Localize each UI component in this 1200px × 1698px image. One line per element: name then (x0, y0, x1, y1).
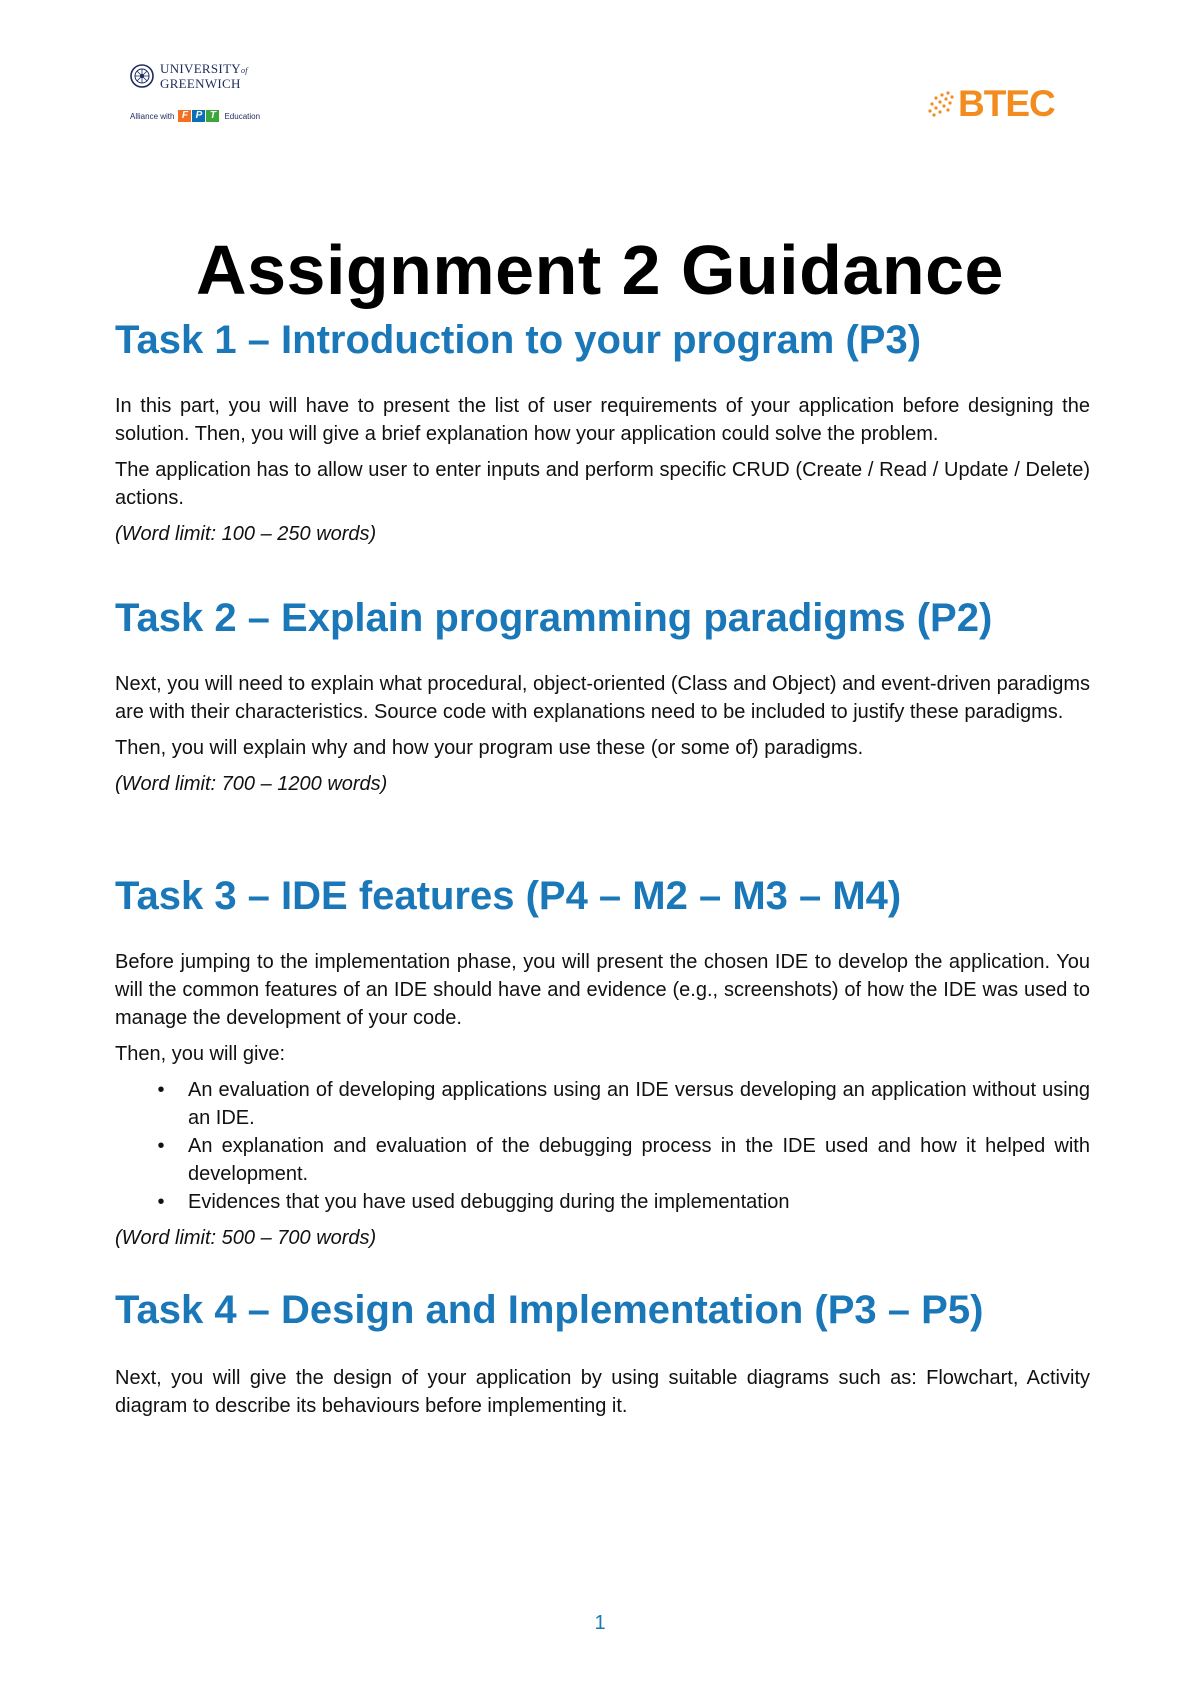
task-3-bullet-list (115, 1076, 1090, 1216)
fpt-logo: F P T (178, 110, 220, 122)
task-2-section (115, 598, 1090, 638)
bullet-icon: • (157, 1191, 165, 1213)
list-item: • An explanation and evaluation of the debugging process in the IDE used and how it helped with development. (115, 1132, 1090, 1188)
task-4-section (115, 1290, 1090, 1330)
task-4-paragraph-1: Next, you will give the design of your application by using suitable diagrams such as: Flowchart, Activity diagram to describe its behaviours before implementing it. (115, 1367, 1090, 1417)
task-1-heading: Task 1 – Introduction to your program (P3) (115, 318, 922, 362)
task-1-body (115, 392, 1090, 548)
task-2-word-limit: (Word limit: 700 – 1200 words) (115, 773, 388, 795)
task-1-word-limit: (Word limit: 100 – 250 words) (115, 523, 377, 545)
bullet-icon: • (157, 1135, 165, 1157)
task-3-body (115, 948, 1090, 1252)
task-2-paragraph-1: Next, you will need to explain what procedural, object-oriented (Class and Object) and event-driven paradigms are with their characteristics. Source code with explanations need to be included to justify these paradigms. (115, 673, 1090, 723)
list-item: • Evidences that you have used debugging during the implementation (115, 1188, 1090, 1216)
university-name: UNIVERSITYof GREENWICH (160, 61, 248, 91)
page-title: Assignment 2 Guidance (196, 231, 1004, 309)
page-number: 1 (594, 1612, 606, 1634)
list-item: • An evaluation of developing applications using an IDE versus developing an application without using an IDE. (115, 1076, 1090, 1132)
task-4-heading: Task 4 – Design and Implementation (P3 – P5) (115, 1288, 984, 1332)
task-4-body (115, 1364, 1090, 1420)
task-1-section (115, 320, 1090, 360)
task-3-paragraph-2: Then, you will give: (115, 1043, 286, 1065)
task-1-paragraph-1: In this part, you will have to present the list of user requirements of your application before designing the solution. Then, you will give a brief explanation how your application could solve the problem. (115, 395, 1090, 445)
task-3-heading: Task 3 – IDE features (P4 – M2 – M3 – M4) (115, 874, 902, 918)
task-3-section (115, 876, 1090, 916)
btec-dots-icon (926, 89, 956, 119)
university-of-greenwich-logo (130, 62, 280, 134)
task-2-heading: Task 2 – Explain programming paradigms (P2) (115, 596, 993, 640)
task-2-body (115, 670, 1090, 798)
task-3-word-limit: (Word limit: 500 – 700 words) (115, 1227, 377, 1249)
alliance-line: Alliance with F P T Education (130, 110, 261, 121)
btec-logo (926, 84, 1061, 124)
bullet-icon: • (157, 1079, 165, 1101)
task-1-paragraph-2: The application has to allow user to enter inputs and perform specific CRUD (Create / Read / Update / Delete) actions. (115, 459, 1090, 509)
btec-wordmark: BTEC (958, 83, 1055, 124)
greenwich-seal-icon (130, 64, 154, 88)
task-2-paragraph-2: Then, you will explain why and how your program use these (or some of) paradigms. (115, 737, 864, 759)
task-3-paragraph-1: Before jumping to the implementation phase, you will present the chosen IDE to develop the application. You will the common features of an IDE should have and evidence (e.g., screenshots) of how the IDE was used to manage the development of your code. (115, 951, 1090, 1029)
